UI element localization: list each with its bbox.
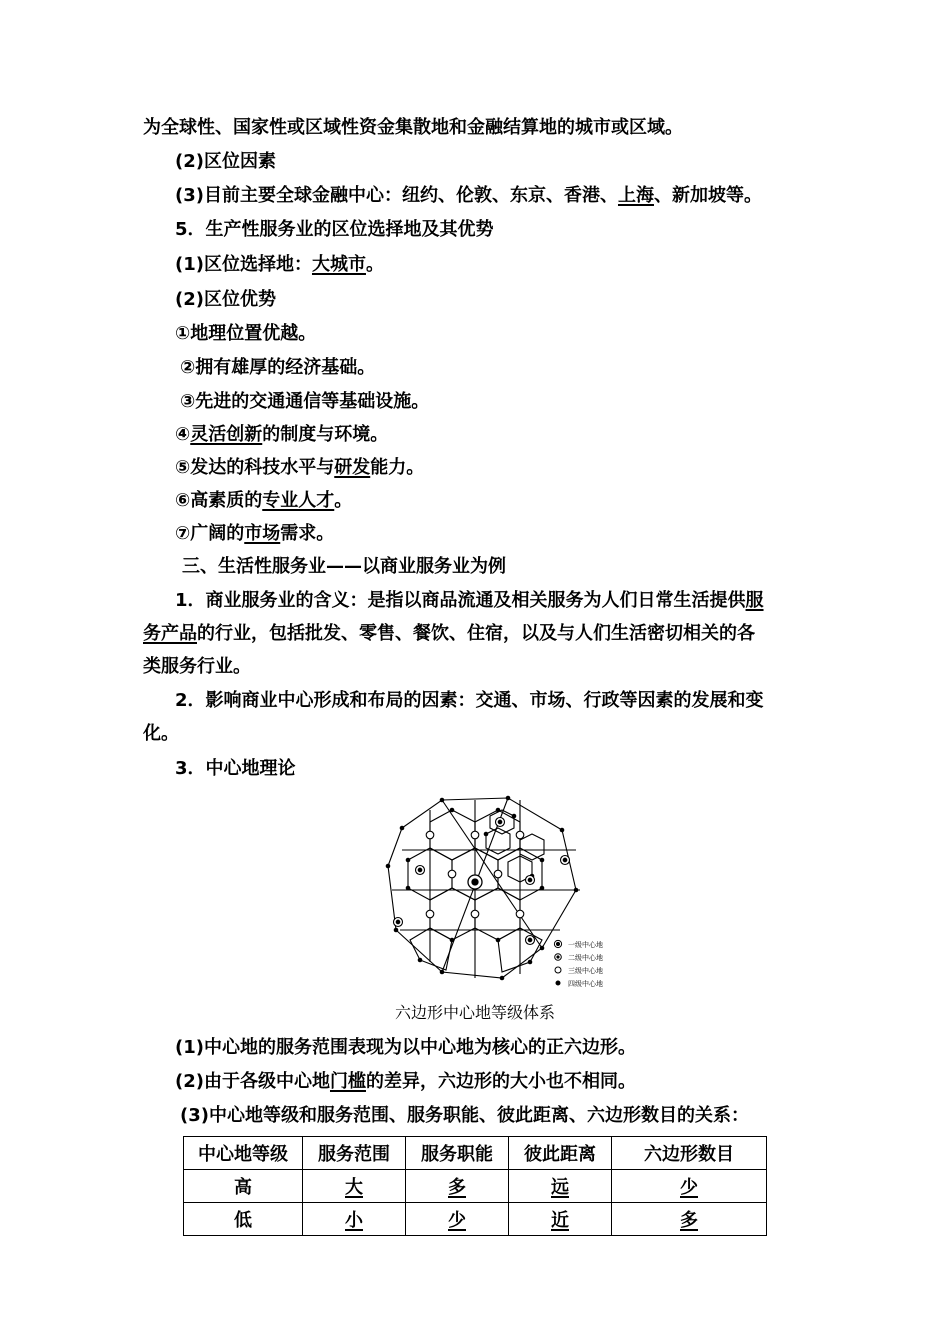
table-header: 服务范围 (303, 1137, 406, 1170)
table-cell: 低 (184, 1203, 303, 1236)
text-line-1: 为全球性、国家性或区域性资金集散地和金融结算地的城市或区域。 (143, 117, 683, 138)
text-line-17: 类服务行业。 (143, 656, 251, 677)
table-row (184, 1170, 767, 1203)
relationship-table (183, 1136, 767, 1236)
table-cell: 小 (303, 1203, 406, 1236)
advantage-2: ②拥有雄厚的经济基础。 (180, 357, 376, 378)
text-line-3: (3)目前主要全球金融中心：纽约、伦敦、东京、香港、上海、新加坡等。 (175, 185, 762, 206)
advantage-1: ①地理位置优越。 (175, 323, 317, 344)
hexagon-central-place-diagram (380, 790, 610, 1000)
table-cell: 近 (509, 1203, 612, 1236)
advantage-7: ⑦广阔的市场需求。 (175, 523, 335, 544)
text-line-18: 2．影响商业中心形成和布局的因素：交通、市场、行政等因素的发展和变 (175, 690, 764, 711)
text-line-21: (1)中心地的服务范围表现为以中心地为核心的正六边形。 (175, 1037, 636, 1058)
table-header: 服务职能 (406, 1137, 509, 1170)
text-line-5: (1)区位选择地：大城市。 (175, 254, 384, 275)
table-cell: 多 (612, 1203, 767, 1236)
table-cell: 高 (184, 1170, 303, 1203)
advantage-4: ④灵活创新的制度与环境。 (175, 424, 389, 445)
legend-level-2: 二级中心地 (568, 954, 603, 962)
advantage-5: ⑤发达的科技水平与研发能力。 (175, 457, 425, 478)
figure-caption: 六边形中心地等级体系 (394, 1003, 555, 1022)
section-heading-3: 三、生活性服务业——以商业服务业为例 (182, 556, 506, 577)
table-cell: 少 (612, 1170, 767, 1203)
table-header: 彼此距离 (509, 1137, 612, 1170)
text-line-19: 化。 (143, 723, 179, 744)
table-header: 六边形数目 (612, 1137, 767, 1170)
text-line-15: 1．商业服务业的含义：是指以商品流通及相关服务为人们日常生活提供服 (175, 590, 764, 611)
text-line-16: 务产品的行业，包括批发、零售、餐饮、住宿，以及与人们生活密切相关的各 (143, 623, 755, 644)
section-heading-5: 5．生产性服务业的区位选择地及其优势 (175, 219, 494, 240)
text-line-6: (2)区位优势 (175, 289, 276, 310)
table-cell: 大 (303, 1170, 406, 1203)
table-cell: 多 (406, 1170, 509, 1203)
table-cell: 远 (509, 1170, 612, 1203)
table-cell: 少 (406, 1203, 509, 1236)
text-line-23: (3)中心地等级和服务范围、服务职能、彼此距离、六边形数目的关系： (180, 1105, 749, 1126)
text-line-22: (2)由于各级中心地门槛的差异，六边形的大小也不相同。 (175, 1071, 636, 1092)
legend-level-1: 一级中心地 (568, 941, 603, 949)
advantage-6: ⑥高素质的专业人才。 (175, 490, 353, 511)
text-line-2: (2)区位因素 (175, 151, 276, 172)
advantage-3: ③先进的交通通信等基础设施。 (180, 391, 430, 412)
legend-level-4: 四级中心地 (568, 980, 603, 988)
legend-level-3: 三级中心地 (568, 967, 603, 975)
table-row (184, 1203, 767, 1236)
table-header: 中心地等级 (184, 1137, 303, 1170)
text-line-20: 3．中心地理论 (175, 758, 296, 779)
table-header-row (184, 1137, 767, 1170)
